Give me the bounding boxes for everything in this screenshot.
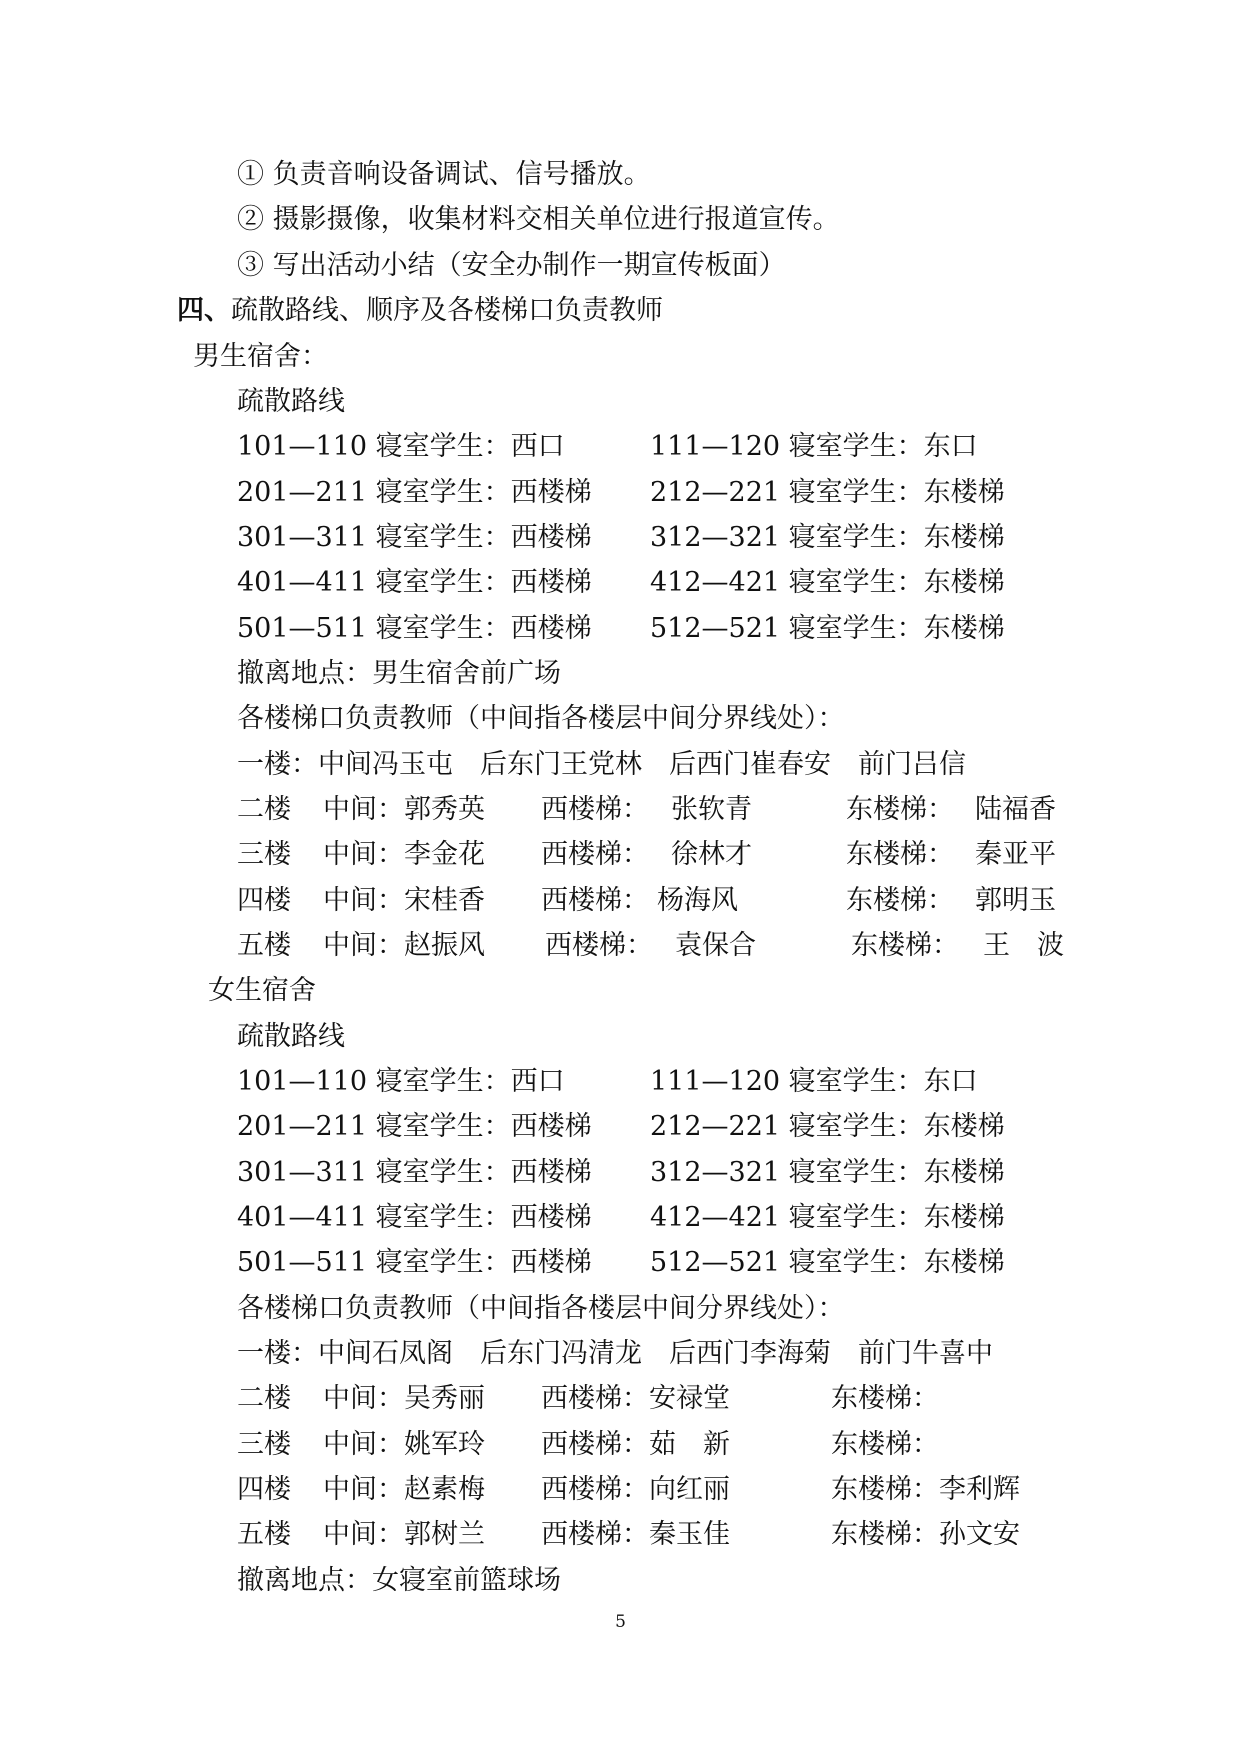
- female-route-left: 501—511 寝室学生：西楼梯: [237, 1247, 592, 1278]
- floor-middle: 中间：赵素梅: [323, 1474, 485, 1505]
- female-dorm-title: 女生宿舍: [208, 975, 316, 1006]
- floor-west: 西楼梯：秦玉佳: [541, 1519, 730, 1550]
- floor-label: 五楼: [237, 1519, 291, 1550]
- male-route-right: 312—321 寝室学生：东楼梯: [650, 522, 1005, 553]
- male-route-right: 111—120 寝室学生：东口: [650, 431, 978, 462]
- floor-east-name: 秦亚平: [975, 839, 1056, 870]
- male-route-right: 212—221 寝室学生：东楼梯: [650, 477, 1005, 508]
- female-route-right: 212—221 寝室学生：东楼梯: [650, 1111, 1005, 1142]
- male-route-left: 501—511 寝室学生：西楼梯: [237, 613, 592, 644]
- floor-west-name: 徐林才: [671, 839, 752, 870]
- female-route-right: 512—521 寝室学生：东楼梯: [650, 1247, 1005, 1278]
- section-number: 四、: [177, 295, 231, 326]
- section-heading: [177, 294, 663, 328]
- floor-east-label: 东楼梯：: [846, 839, 954, 870]
- floor-middle: 中间：吴秀丽: [323, 1383, 485, 1414]
- female-route-right: 111—120 寝室学生：东口: [650, 1066, 978, 1097]
- female-route-left: 101—110 寝室学生：西口: [237, 1066, 565, 1097]
- floor-west-name: 张软青: [671, 794, 752, 825]
- floor-west-label: 西楼梯：: [541, 794, 649, 825]
- floor-label: 二楼: [237, 794, 291, 825]
- floor-west-label: 西楼梯：: [545, 930, 653, 961]
- list-item: ③ 写出活动小结（安全办制作一期宣传板面）: [237, 250, 786, 281]
- floor-east-name: 陆福香: [975, 794, 1056, 825]
- female-route-label: 疏散路线: [237, 1021, 345, 1052]
- male-route-right: 412—421 寝室学生：东楼梯: [650, 567, 1005, 598]
- floor-west-name: 袁保合: [675, 930, 756, 961]
- floor-east: 东楼梯：: [831, 1383, 939, 1414]
- floor-label: 四楼: [237, 885, 291, 916]
- male-route-left: 101—110 寝室学生：西口: [237, 431, 565, 462]
- floor-label: 二楼: [237, 1383, 291, 1414]
- floor-east-label: 东楼梯：: [851, 930, 959, 961]
- floor-west-label: 西楼梯：: [541, 885, 649, 916]
- section-title: 疏散路线、顺序及各楼梯口负责教师: [231, 295, 663, 326]
- male-dorm-title: 男生宿舍：: [193, 341, 328, 372]
- female-first-floor: 一楼：中间石凤阁 后东门冯清龙 后西门李海菊 前门牛喜中: [237, 1338, 993, 1369]
- floor-east-name: 王 波: [983, 930, 1064, 961]
- female-route-left: 201—211 寝室学生：西楼梯: [237, 1111, 592, 1142]
- floor-middle: 中间：李金花: [323, 839, 485, 870]
- floor-middle: 中间：赵振风: [323, 930, 485, 961]
- floor-west: 西楼梯：安禄堂: [541, 1383, 730, 1414]
- male-evac-location: 撤离地点：男生宿舍前广场: [237, 658, 561, 689]
- floor-east-name: 郭明玉: [975, 885, 1056, 916]
- male-route-right: 512—521 寝室学生：东楼梯: [650, 613, 1005, 644]
- floor-west: 西楼梯：茹 新: [541, 1429, 730, 1460]
- floor-middle: 中间：郭秀英: [323, 794, 485, 825]
- list-item: ② 摄影摄像，收集材料交相关单位进行报道宣传。: [237, 204, 840, 235]
- female-route-right: 312—321 寝室学生：东楼梯: [650, 1157, 1005, 1188]
- floor-label: 五楼: [237, 930, 291, 961]
- female-teachers-label: 各楼梯口负责教师（中间指各楼层中间分界线处）：: [237, 1293, 845, 1324]
- male-route-left: 301—311 寝室学生：西楼梯: [237, 522, 592, 553]
- floor-east-label: 东楼梯：: [846, 794, 954, 825]
- floor-east: 东楼梯：孙文安: [831, 1519, 1020, 1550]
- floor-label: 四楼: [237, 1474, 291, 1505]
- floor-west: 西楼梯：向红丽: [541, 1474, 730, 1505]
- female-evac-location: 撤离地点：女寝室前篮球场: [237, 1565, 561, 1596]
- list-item: ① 负责音响设备调试、信号播放。: [237, 159, 651, 190]
- floor-east: 东楼梯：李利辉: [831, 1474, 1020, 1505]
- page-number: 5: [615, 1612, 626, 1632]
- female-route-right: 412—421 寝室学生：东楼梯: [650, 1202, 1005, 1233]
- male-route-left: 201—211 寝室学生：西楼梯: [237, 477, 592, 508]
- floor-label: 三楼: [237, 839, 291, 870]
- female-route-left: 401—411 寝室学生：西楼梯: [237, 1202, 592, 1233]
- floor-west-name: 杨海风: [657, 885, 738, 916]
- floor-east: 东楼梯：: [831, 1429, 939, 1460]
- floor-middle: 中间：姚军玲: [323, 1429, 485, 1460]
- female-route-left: 301—311 寝室学生：西楼梯: [237, 1157, 592, 1188]
- male-teachers-label: 各楼梯口负责教师（中间指各楼层中间分界线处）：: [237, 703, 845, 734]
- floor-middle: 中间：宋桂香: [323, 885, 485, 916]
- floor-east-label: 东楼梯：: [846, 885, 954, 916]
- male-route-left: 401—411 寝室学生：西楼梯: [237, 567, 592, 598]
- male-route-label: 疏散路线: [237, 386, 345, 417]
- male-first-floor: 一楼：中间冯玉屯 后东门王党林 后西门崔春安 前门吕信: [237, 749, 966, 780]
- floor-middle: 中间：郭树兰: [323, 1519, 485, 1550]
- floor-west-label: 西楼梯：: [541, 839, 649, 870]
- floor-label: 三楼: [237, 1429, 291, 1460]
